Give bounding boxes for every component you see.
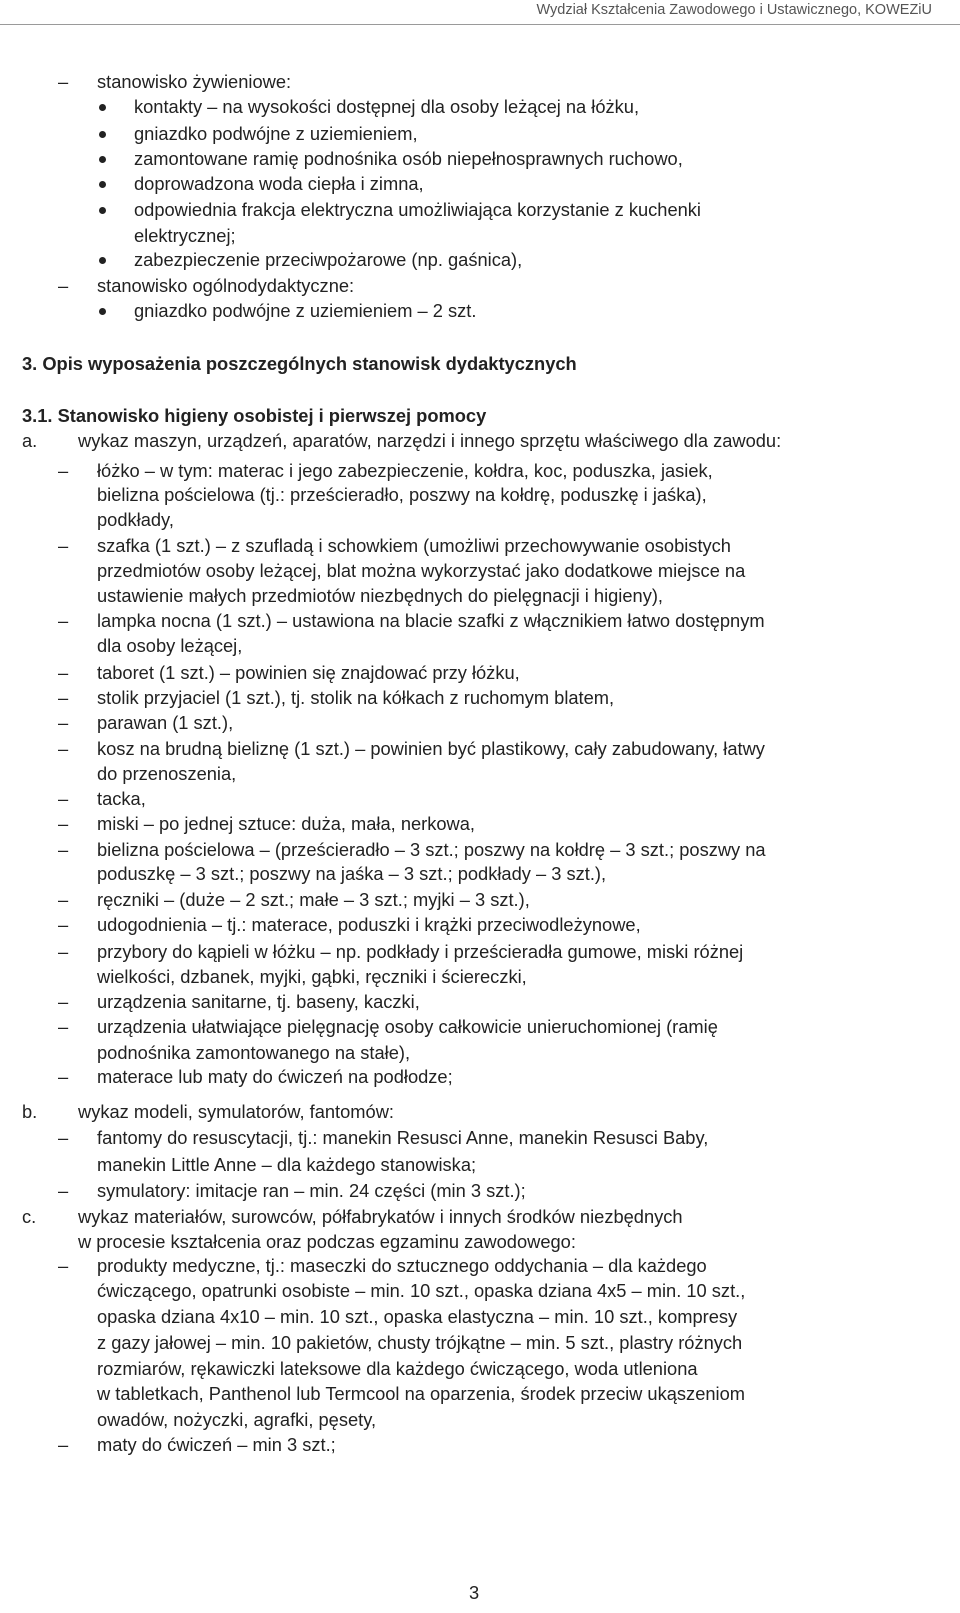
- list-item-text: gniazdko podwójne z uziemieniem – 2 szt.: [134, 300, 477, 321]
- list-item-text: wykaz maszyn, urządzeń, aparatów, narzędzi i innego sprzętu właściwego dla zawodu:: [78, 430, 782, 451]
- dash-marker: –: [58, 738, 69, 759]
- list-item-text: manekin Little Anne – dla każdego stanowiska;: [97, 1154, 477, 1175]
- bullet-dot-icon: [99, 308, 106, 315]
- list-item-text: poduszkę – 3 szt.; poszwy na jaśka – 3 szt.; podkłady – 3 szt.),: [97, 863, 607, 884]
- dash-marker: –: [58, 1255, 69, 1276]
- header-divider: [0, 24, 960, 25]
- list-item-text: odpowiednia frakcja elektryczna umożliwiająca korzystanie z kuchenki: [134, 199, 701, 220]
- list-item-text: materace lub maty do ćwiczeń na podłodze;: [97, 1066, 453, 1087]
- list-letter: c.: [22, 1206, 37, 1227]
- list-item-text: opaska dziana 4x10 – min. 10 szt., opaska elastyczna – min. 10 szt., kompresy: [97, 1306, 738, 1327]
- list-item-text: symulatory: imitacje ran – min. 24 części (min 3 szt.);: [97, 1180, 526, 1201]
- list-item-text: tacka,: [97, 788, 146, 809]
- list-item-text: łóżko – w tym: materac i jego zabezpieczenie, kołdra, koc, poduszka, jasiek,: [97, 460, 713, 481]
- list-item-text: podnośnika zamontowanego na stałe),: [97, 1042, 411, 1063]
- list-item-text: doprowadzona woda ciepła i zimna,: [134, 173, 424, 194]
- list-item-text: taboret (1 szt.) – powinien się znajdować przy łóżku,: [97, 662, 520, 683]
- dash-marker: –: [58, 535, 69, 556]
- list-item-text: w procesie kształcenia oraz podczas egzaminu zawodowego:: [78, 1231, 576, 1252]
- dash-marker: –: [58, 712, 69, 733]
- list-item-text: urządzenia sanitarne, tj. baseny, kaczki,: [97, 991, 420, 1012]
- list-item-text: kosz na brudną bieliznę (1 szt.) – powinien być plastikowy, cały zabudowany, łatwy: [97, 738, 765, 759]
- list-item-text: rozmiarów, rękawiczki lateksowe dla każdego ćwiczącego, woda utleniona: [97, 1358, 698, 1379]
- dash-marker: –: [58, 1127, 69, 1148]
- dash-marker: –: [58, 839, 69, 860]
- list-item-text: z gazy jałowej – min. 10 pakietów, chusty trójkątne – min. 5 szt., plastry różnych: [97, 1332, 743, 1353]
- list-item-text: urządzenia ułatwiające pielęgnację osoby całkowicie unieruchomionej (ramię: [97, 1016, 718, 1037]
- list-letter: b.: [22, 1101, 38, 1122]
- dash-marker: –: [58, 662, 69, 683]
- section-heading: 3.1. Stanowisko higieny osobistej i pierwszej pomocy: [22, 405, 487, 426]
- list-item-text: bielizna pościelowa (tj.: prześcieradło, poszwy na kołdrę, poduszkę i jaśka),: [97, 484, 707, 505]
- dash-marker: –: [58, 1434, 69, 1455]
- list-item-text: podkłady,: [97, 509, 174, 530]
- page-number: 3: [469, 1582, 480, 1603]
- list-item-text: gniazdko podwójne z uziemieniem,: [134, 123, 418, 144]
- list-item-text: kontakty – na wysokości dostępnej dla osoby leżącej na łóżku,: [134, 96, 640, 117]
- dash-marker: –: [58, 813, 69, 834]
- bullet-dot-icon: [99, 156, 106, 163]
- bullet-dot-icon: [99, 257, 106, 264]
- dash-marker: –: [58, 889, 69, 910]
- list-item-text: stanowisko żywieniowe:: [97, 71, 292, 92]
- list-item-text: zamontowane ramię podnośnika osób niepełnosprawnych ruchowo,: [134, 148, 683, 169]
- running-header: Wydział Kształcenia Zawodowego i Ustawicznego, KOWEZiU: [536, 2, 932, 18]
- list-item-text: stanowisko ogólnodydaktyczne:: [97, 275, 355, 296]
- dash-marker: –: [58, 460, 69, 481]
- list-item-text: ręczniki – (duże – 2 szt.; małe – 3 szt.; myjki – 3 szt.),: [97, 889, 530, 910]
- list-item-text: lampka nocna (1 szt.) – ustawiona na blacie szafki z włącznikiem łatwo dostępnym: [97, 610, 765, 631]
- section-heading: 3. Opis wyposażenia poszczególnych stanowisk dydaktycznych: [22, 353, 577, 374]
- list-item-text: stolik przyjaciel (1 szt.), tj. stolik na kółkach z ruchomym blatem,: [97, 687, 615, 708]
- list-item-text: owadów, nożyczki, agrafki, pęsety,: [97, 1409, 377, 1430]
- dash-marker: –: [58, 1016, 69, 1037]
- bullet-dot-icon: [99, 104, 106, 111]
- list-item-text: szafka (1 szt.) – z szufladą i schowkiem (umożliwi przechowywanie osobistych: [97, 535, 731, 556]
- list-item-text: wielkości, dzbanek, myjki, gąbki, ręczniki i ściereczki,: [97, 966, 527, 987]
- list-item-text: przybory do kąpieli w łóżku – np. podkłady i prześcieradła gumowe, miski różnej: [97, 941, 744, 962]
- dash-marker: –: [58, 687, 69, 708]
- list-item-text: udogodnienia – tj.: materace, poduszki i krążki przeciwodleżynowe,: [97, 914, 641, 935]
- list-item-text: elektrycznej;: [134, 225, 236, 246]
- list-item-text: parawan (1 szt.),: [97, 712, 234, 733]
- dash-marker: –: [58, 1066, 69, 1087]
- list-item-text: produkty medyczne, tj.: maseczki do sztucznego oddychania – dla każdego: [97, 1255, 707, 1276]
- dash-marker: –: [58, 991, 69, 1012]
- dash-marker: –: [58, 71, 69, 92]
- bullet-dot-icon: [99, 207, 106, 214]
- dash-marker: –: [58, 275, 69, 296]
- list-item-text: w tabletkach, Panthenol lub Termcool na oparzenia, środek przeciw ukąszeniom: [97, 1383, 745, 1404]
- dash-marker: –: [58, 1180, 69, 1201]
- dash-marker: –: [58, 610, 69, 631]
- list-item-text: ustawienie małych przedmiotów niezbędnych do pielęgnacji i higieny),: [97, 585, 664, 606]
- bullet-dot-icon: [99, 131, 106, 138]
- list-item-text: fantomy do resuscytacji, tj.: manekin Resusci Anne, manekin Resusci Baby,: [97, 1127, 709, 1148]
- list-item-text: wykaz modeli, symulatorów, fantomów:: [78, 1101, 394, 1122]
- list-item-text: bielizna pościelowa – (prześcieradło – 3 szt.; poszwy na kołdrę – 3 szt.; poszwy na: [97, 839, 766, 860]
- list-item-text: maty do ćwiczeń – min 3 szt.;: [97, 1434, 336, 1455]
- list-item-text: ćwiczącego, opatrunki osobiste – min. 10 szt., opaska dziana 4x5 – min. 10 szt.,: [97, 1280, 746, 1301]
- dash-marker: –: [58, 941, 69, 962]
- dash-marker: –: [58, 788, 69, 809]
- list-letter: a.: [22, 430, 38, 451]
- list-item-text: dla osoby leżącej,: [97, 635, 243, 656]
- list-item-text: przedmiotów osoby leżącej, blat można wykorzystać jako dodatkowe miejsce na: [97, 560, 746, 581]
- dash-marker: –: [58, 914, 69, 935]
- list-item-text: wykaz materiałów, surowców, półfabrykatów i innych środków niezbędnych: [78, 1206, 683, 1227]
- list-item-text: miski – po jednej sztuce: duża, mała, nerkowa,: [97, 813, 475, 834]
- bullet-dot-icon: [99, 181, 106, 188]
- list-item-text: do przenoszenia,: [97, 763, 237, 784]
- list-item-text: zabezpieczenie przeciwpożarowe (np. gaśnica),: [134, 249, 523, 270]
